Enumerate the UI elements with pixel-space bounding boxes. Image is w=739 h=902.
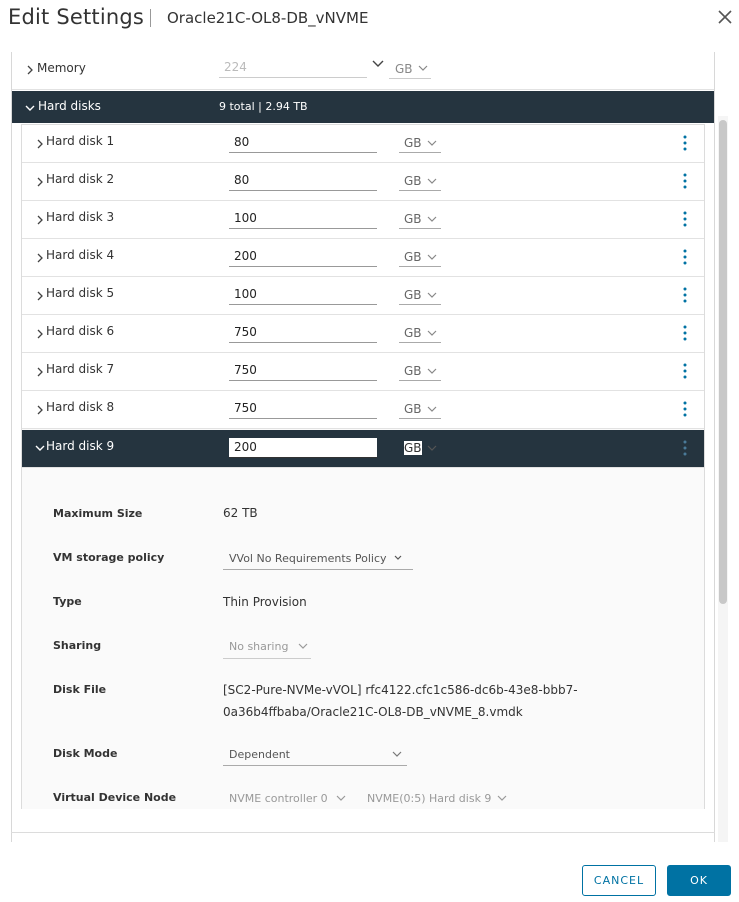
chevron-down-icon: [427, 404, 437, 414]
chevron-right-icon[interactable]: [35, 329, 45, 339]
chevron-down-icon[interactable]: [35, 443, 45, 453]
hard-disk-unit-select[interactable]: GB: [404, 441, 422, 455]
hard-disk-9-details: [22, 469, 704, 809]
unit-underline: [399, 342, 441, 343]
chevron-down-icon: [427, 443, 437, 453]
chevron-right-icon[interactable]: [35, 177, 45, 187]
cancel-button[interactable]: CANCEL: [582, 865, 656, 896]
hard-disk-row[interactable]: [22, 201, 704, 239]
dialog-title: Edit Settings: [8, 5, 145, 29]
storage-policy-underline: [223, 569, 413, 570]
hard-disk-label: Hard disk 9: [46, 439, 115, 453]
hard-disk-size-input[interactable]: 200: [229, 438, 377, 458]
unit-underline: [399, 190, 441, 191]
hard-disk-label: Hard disk 7: [46, 362, 115, 376]
chevron-down-icon: [336, 793, 346, 803]
hard-disk-unit-select[interactable]: GB: [404, 212, 422, 226]
hard-disk-size-input[interactable]: 750: [229, 323, 377, 343]
unit-underline: [399, 266, 441, 267]
unit-underline: [399, 418, 441, 419]
more-options-icon[interactable]: [682, 363, 688, 379]
chevron-down-icon: [418, 63, 428, 73]
hard-disk-row[interactable]: [22, 391, 704, 429]
memory-input[interactable]: 224: [219, 57, 367, 78]
disk-mode-label: Disk Mode: [53, 747, 118, 760]
chevron-down-icon: [427, 138, 437, 148]
disk-mode-select[interactable]: Dependent: [229, 748, 290, 761]
nvme-slot-select[interactable]: NVME(0:5) Hard disk 9: [367, 792, 492, 805]
hard-disk-unit-select[interactable]: GB: [404, 136, 422, 150]
disk-mode-underline: [223, 765, 407, 766]
hard-disk-row[interactable]: [22, 277, 704, 315]
chevron-down-icon[interactable]: [25, 103, 35, 113]
dialog-header: [0, 0, 739, 40]
max-size-label: Maximum Size: [53, 507, 143, 520]
max-size-value: 62 TB: [223, 506, 258, 520]
more-options-icon[interactable]: [682, 249, 688, 265]
chevron-down-icon: [427, 252, 437, 262]
storage-policy-label: VM storage policy: [53, 551, 165, 564]
sharing-label: Sharing: [53, 639, 102, 652]
unit-underline: [399, 304, 441, 305]
more-options-icon[interactable]: [682, 211, 688, 227]
chevron-right-icon[interactable]: [35, 291, 45, 301]
close-icon[interactable]: [716, 8, 734, 26]
chevron-down-icon: [427, 366, 437, 376]
chevron-right-icon[interactable]: [35, 367, 45, 377]
panel-bottom-divider: [11, 832, 715, 833]
hard-disk-row[interactable]: [22, 353, 704, 391]
title-divider: [150, 9, 151, 27]
unit-underline: [399, 380, 441, 381]
hard-disk-unit-select[interactable]: GB: [404, 250, 422, 264]
hard-disk-list: [21, 124, 705, 809]
hard-disk-size-input[interactable]: 80: [229, 133, 377, 153]
memory-row[interactable]: [12, 52, 714, 90]
disk-file-path-line2: 0a36b4ffbaba/Oracle21C-OL8-DB_vNVME_8.vmdk: [223, 705, 523, 719]
hard-disk-label: Hard disk 6: [46, 324, 115, 338]
unit-underline: [399, 228, 441, 229]
chevron-down-icon: [427, 290, 437, 300]
chevron-down-icon: [298, 641, 308, 651]
virtual-device-node-label: Virtual Device Node: [53, 791, 177, 804]
hard-disk-label: Hard disk 4: [46, 248, 115, 262]
chevron-right-icon[interactable]: [25, 65, 35, 75]
more-options-icon[interactable]: [682, 287, 688, 303]
chevron-down-icon: [392, 749, 402, 759]
sharing-underline: [223, 658, 311, 659]
hard-disk-row-selected[interactable]: [22, 430, 704, 468]
chevron-right-icon[interactable]: [35, 139, 45, 149]
hard-disk-size-input[interactable]: 100: [229, 285, 377, 305]
ok-button[interactable]: OK: [667, 865, 731, 896]
memory-unit-underline: [389, 78, 431, 79]
hard-disk-size-input[interactable]: 750: [229, 361, 377, 381]
hard-disk-size-input[interactable]: 80: [229, 171, 377, 191]
hard-disks-summary: 9 total | 2.94 TB: [219, 100, 308, 113]
hard-disk-size-input[interactable]: 100: [229, 209, 377, 229]
more-options-icon[interactable]: [682, 401, 688, 417]
disk-file-path-line1: [SC2-Pure-NVMe-vVOL] rfc4122.cfc1c586-dc6b-43e8-bbb7-: [223, 683, 578, 697]
hard-disk-label: Hard disk 2: [46, 172, 115, 186]
storage-policy-select[interactable]: VVol No Requirements Policy: [229, 552, 387, 565]
hard-disk-label: Hard disk 1: [46, 134, 115, 148]
chevron-down-icon: [427, 214, 437, 224]
chevron-down-icon[interactable]: [372, 58, 384, 68]
chevron-right-icon[interactable]: [35, 253, 45, 263]
type-label: Type: [53, 595, 82, 608]
hard-disk-unit-select[interactable]: GB: [404, 174, 422, 188]
sharing-select[interactable]: No sharing: [229, 640, 289, 653]
hard-disk-size-input[interactable]: 750: [229, 399, 377, 419]
type-value: Thin Provision: [223, 595, 307, 609]
chevron-right-icon[interactable]: [35, 215, 45, 225]
more-options-icon[interactable]: [682, 173, 688, 189]
hard-disk-label: Hard disk 8: [46, 400, 115, 414]
chevron-right-icon[interactable]: [35, 405, 45, 415]
disk-file-label: Disk File: [53, 683, 107, 696]
scrollbar-thumb[interactable]: [719, 120, 727, 604]
memory-label: Memory: [37, 61, 86, 75]
more-options-icon[interactable]: [682, 325, 688, 341]
chevron-down-icon: [427, 328, 437, 338]
hard-disk-unit-select[interactable]: GB: [404, 364, 422, 378]
hard-disk-row[interactable]: [22, 163, 704, 201]
settings-panel: [11, 52, 715, 842]
hard-disks-header[interactable]: [12, 91, 714, 123]
chevron-down-icon: [427, 176, 437, 186]
hard-disk-row[interactable]: [22, 239, 704, 277]
hard-disk-label: Hard disk 3: [46, 210, 115, 224]
chevron-down-icon: [393, 553, 403, 563]
hard-disks-label: Hard disks: [38, 99, 101, 113]
memory-unit-select[interactable]: GB: [395, 62, 413, 76]
hard-disk-unit-select[interactable]: GB: [404, 402, 422, 416]
hard-disk-size-input[interactable]: 200: [229, 247, 377, 267]
hard-disk-row[interactable]: [22, 125, 704, 163]
hard-disk-label: Hard disk 5: [46, 286, 115, 300]
chevron-down-icon: [497, 793, 507, 803]
more-options-icon[interactable]: [682, 440, 688, 456]
nvme-controller-select[interactable]: NVME controller 0: [229, 792, 328, 805]
hard-disk-unit-select[interactable]: GB: [404, 326, 422, 340]
more-options-icon[interactable]: [682, 135, 688, 151]
hard-disk-unit-select[interactable]: GB: [404, 288, 422, 302]
hard-disk-row[interactable]: [22, 315, 704, 353]
unit-underline: [399, 152, 441, 153]
vm-name: Oracle21C-OL8-DB_vNVME: [167, 9, 369, 27]
